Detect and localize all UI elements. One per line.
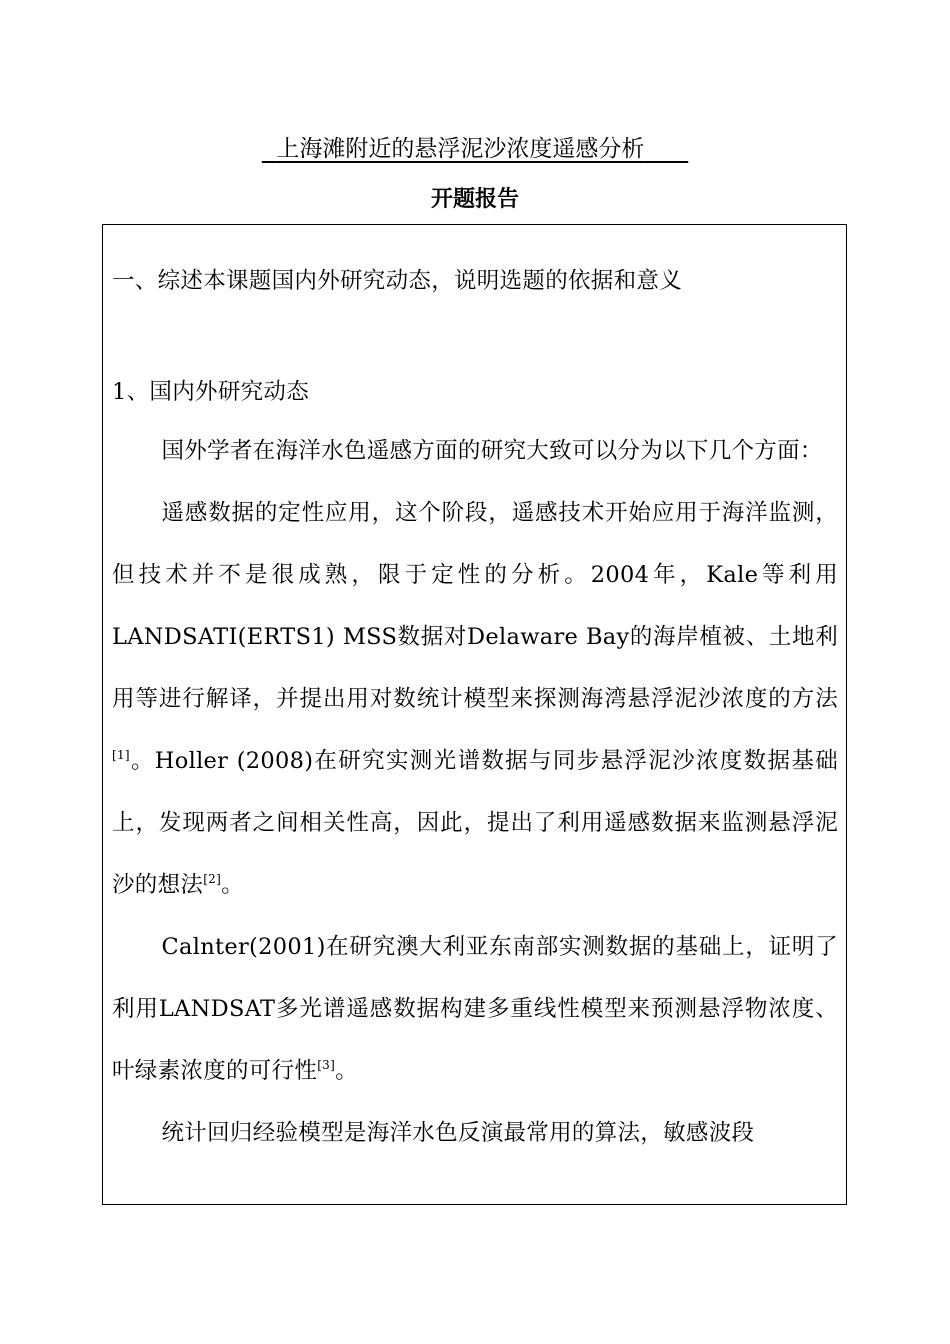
title-underline [262,136,689,162]
paragraph-2 [112,482,838,916]
report-subtitle: 开题报告 [430,187,519,212]
paragraph-4: 统计回归经验模型是海洋水色反演最常用的算法，敏感波段 [161,1120,755,1146]
paragraph-2-text-c: 。 [221,872,244,898]
paragraph-1: 国外学者在海洋水色遥感方面的研究大致可以分为以下几个方面： [161,438,823,464]
content-frame [102,224,847,1205]
subsection-heading: 1、国内外研究动态 [112,379,310,405]
content-body [112,259,838,1164]
section-heading: 一、综述本课题国内外研究动态，说明选题的依据和意义 [112,268,683,294]
citation-1: [1] [112,748,130,762]
spacer [112,303,838,369]
paragraph-3 [112,916,838,1102]
paragraph-2-text-b: 。Holler (2008)在研究实测光谱数据与同步悬浮泥沙浓度数据基础上，发现两者之间相关性高，因此，提出了利用遥感数据来监测悬浮泥沙的想法 [112,748,838,898]
paragraph-3-text-a: Calnter(2001)在研究澳大利亚东南部实测数据的基础上，证明了利用LANDSAT多光谱遥感数据构建多重线性模型来预测悬浮物浓度、叶绿素浓度的可行性 [112,934,838,1084]
report-title [0,132,950,166]
citation-2: [2] [203,872,222,886]
title-text: 上海滩附近的悬浮泥沙浓度遥感分析 [276,136,645,162]
paragraph-2-text-a: 遥感数据的定性应用，这个阶段，遥感技术开始应用于海洋监测，但技术并不是很成熟，限于定性的分析。2004年，Kale等利用LANDSATI(ERTS1) MSS数据对Delaware Bay的海岸植被、土地利用等进行解译，并提出用对数统计模型来探测海湾悬浮泥沙浓度的方法 [112,500,838,712]
citation-3: [3] [317,1058,336,1072]
paragraph-3-text-b: 。 [335,1058,358,1084]
